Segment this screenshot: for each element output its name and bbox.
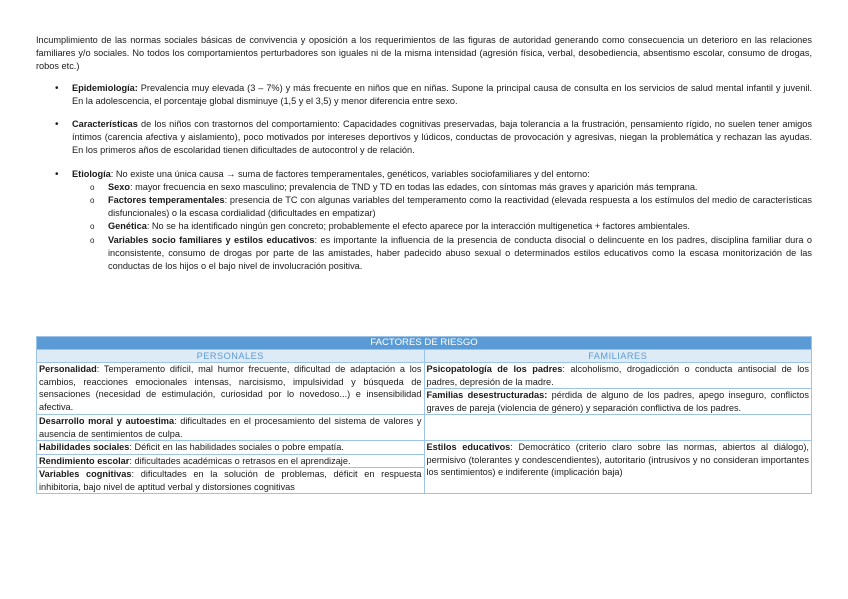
document-body <box>36 34 812 283</box>
column-header-personales: PERSONALES <box>37 350 425 363</box>
risk-factors-table <box>36 336 812 494</box>
bullet-text: Prevalencia muy elevada (3 – 7%) y más frecuente en niños que en niñas. Supone la principal causa de consulta en los servicios de salud mental infantil y juvenil. En la adolescencia, el porcentaje global disminuye (1,5 y el 3,5) y menor diferencia entre sexo. <box>72 82 812 106</box>
bullet-label: Características <box>72 119 138 130</box>
column-header-familiares: FAMILIARES <box>424 350 812 363</box>
cell-text: : dificultades en el procesamiento del sistema de valores y ausencia de sentimientos de culpa. <box>39 416 422 439</box>
bullet-label: Epidemiología: <box>72 82 138 93</box>
cell-label: Habilidades sociales <box>39 442 130 452</box>
sub-item-text: : presencia de TC con algunas variables del temperamento como la reactividad (elevada respuesta a los estímulos del medio de características disfuncionales) o la escasa cordialidad (dificultades en empatizar) <box>108 195 812 219</box>
cell-label: Familias desestructuradas: <box>426 390 548 400</box>
table-cell-familiares-group <box>424 363 812 415</box>
sub-item-label: Genética <box>108 221 147 232</box>
sub-item-label: Factores temperamentales <box>108 195 225 206</box>
cell-text: : alcoholismo, drogadicción o conducta antisocial de los padres, depresión de la madre. <box>426 364 809 387</box>
sub-item-genetica <box>72 220 812 233</box>
sub-item-text: : No se ha identificado ningún gen concreto; probablemente el efecto aparece por la interacción multigenetica + factores ambientales. <box>146 221 690 232</box>
bullet-epidemiologia <box>36 82 812 108</box>
cell-text: : dificultades académicas o retrasos en el aprendizaje. <box>129 455 351 466</box>
sub-item-text: : es importante la influencia de la presencia de conducta disocial o delincuente en los padres, disciplina familiar dura o inconsistente, consumo de drogas por parte de las amistades, haber padecido abuso sexual o determinados estilos educativos como la escasa monitorización de las conductas de los hijos o el bajo nivel de involucración positiva. <box>108 234 812 272</box>
sub-item-factores-temperamentales <box>72 194 812 220</box>
cell-text: : Temperamento difícil, mal humor frecuente, dificultad de adaptación a los cambios, reacciones emocionales intensas, narcisismo, impulsividad y búsqueda de sensaciones (necesidad de estimulación, curiosidad por lo novedoso...) e insensibilidad afectiva. <box>39 364 422 412</box>
table-header-row <box>37 350 812 363</box>
cell-text: : dificultades en la solución de problemas, déficit en respuesta inhibitoria, bajo nivel de aptitud verbal y distorsiones cognitivas <box>39 469 422 492</box>
cell-psicopatologia <box>425 363 812 389</box>
table-title-row <box>37 337 812 350</box>
cell-text: : Democrático (criterio claro sobre las normas, abiertos al diálogo), permisivo (tolerantes y condescendientes), autoritario (intrusivos y no consideran importantes los sentimientos) e indiferente (implicación baja) <box>426 442 809 477</box>
table-cell-personalidad <box>37 363 425 415</box>
bullet-text: de los niños con trastornos del comportamiento: Capacidades cognitivas preservadas, baja tolerancia a la frustración, pensamiento rígido, no suelen tener amigos íntimos (carencia afectiva y aislamiento), poco motivados por intereses deportivos y lúdicos, conductas de provocación y agresivas, niegan la problemática y rechazan las ayudas. En los primeros años de escolaridad tienen dificultades de autocontrol y de relación. <box>72 119 812 156</box>
table-cell-estilos-educativos <box>424 441 812 494</box>
sub-item-sexo <box>72 181 812 194</box>
cell-text: : Déficit en las habilidades sociales o pobre empatía. <box>129 442 344 452</box>
table-row <box>37 415 812 441</box>
bullet-text: : No existe una única causa → suma de factores temperamentales, genéticos, variables sociofamiliares y del entorno: <box>110 168 590 179</box>
table-cell-habilidades-sociales <box>37 441 425 455</box>
bullet-caracteristicas <box>36 118 812 158</box>
cell-label: Rendimiento escolar <box>39 455 130 466</box>
table-cell-desarrollo-moral <box>37 415 425 441</box>
cell-label: Variables cognitivas <box>39 469 132 479</box>
cell-label: Psicopatología de los padres <box>426 364 563 374</box>
table-cell-variables-cognitivas <box>37 468 425 494</box>
cell-label: Personalidad <box>39 364 97 374</box>
table-cell-empty <box>424 415 812 441</box>
sub-item-label: Sexo <box>108 181 130 192</box>
sub-item-variables-sociofamiliares <box>72 234 812 274</box>
table-cell-rendimiento-escolar <box>37 454 425 468</box>
sub-item-label: Variables socio familiares y estilos educativos <box>108 234 315 245</box>
etiologia-sub-list <box>72 181 812 273</box>
table-row <box>37 441 812 455</box>
sub-item-text: : mayor frecuencia en sexo masculino; prevalencia de TND y TD en todas las edades, con síntomas más graves y aparición más temprana. <box>129 181 698 192</box>
main-bullet-list <box>36 82 812 274</box>
bullet-label: Etiología <box>72 168 111 179</box>
table-title: FACTORES DE RIESGO <box>37 337 812 350</box>
cell-text: pérdida de alguno de los padres, apego inseguro, conflictos graves de pareja (violencia de género) y separación conflictiva de los padres. <box>426 390 809 413</box>
cell-familias-desestructuradas <box>425 389 812 414</box>
cell-label: Estilos educativos <box>426 442 511 452</box>
bullet-etiologia <box>36 168 812 274</box>
intro-paragraph: Incumplimiento de las normas sociales básicas de convivencia y oposición a los requerimientos de las figuras de autoridad generando como consecuencia un deterioro en las relaciones familiares y/o sociales. No todos los comportamientos perturbadores son iguales ni de la misma intensidad (agresión física, verbal, desobediencia, absentismo escolar, consumo de drogas, robos etc.) <box>36 35 812 72</box>
table-row <box>37 363 812 415</box>
cell-label: Desarrollo moral y autoestima <box>39 416 175 426</box>
